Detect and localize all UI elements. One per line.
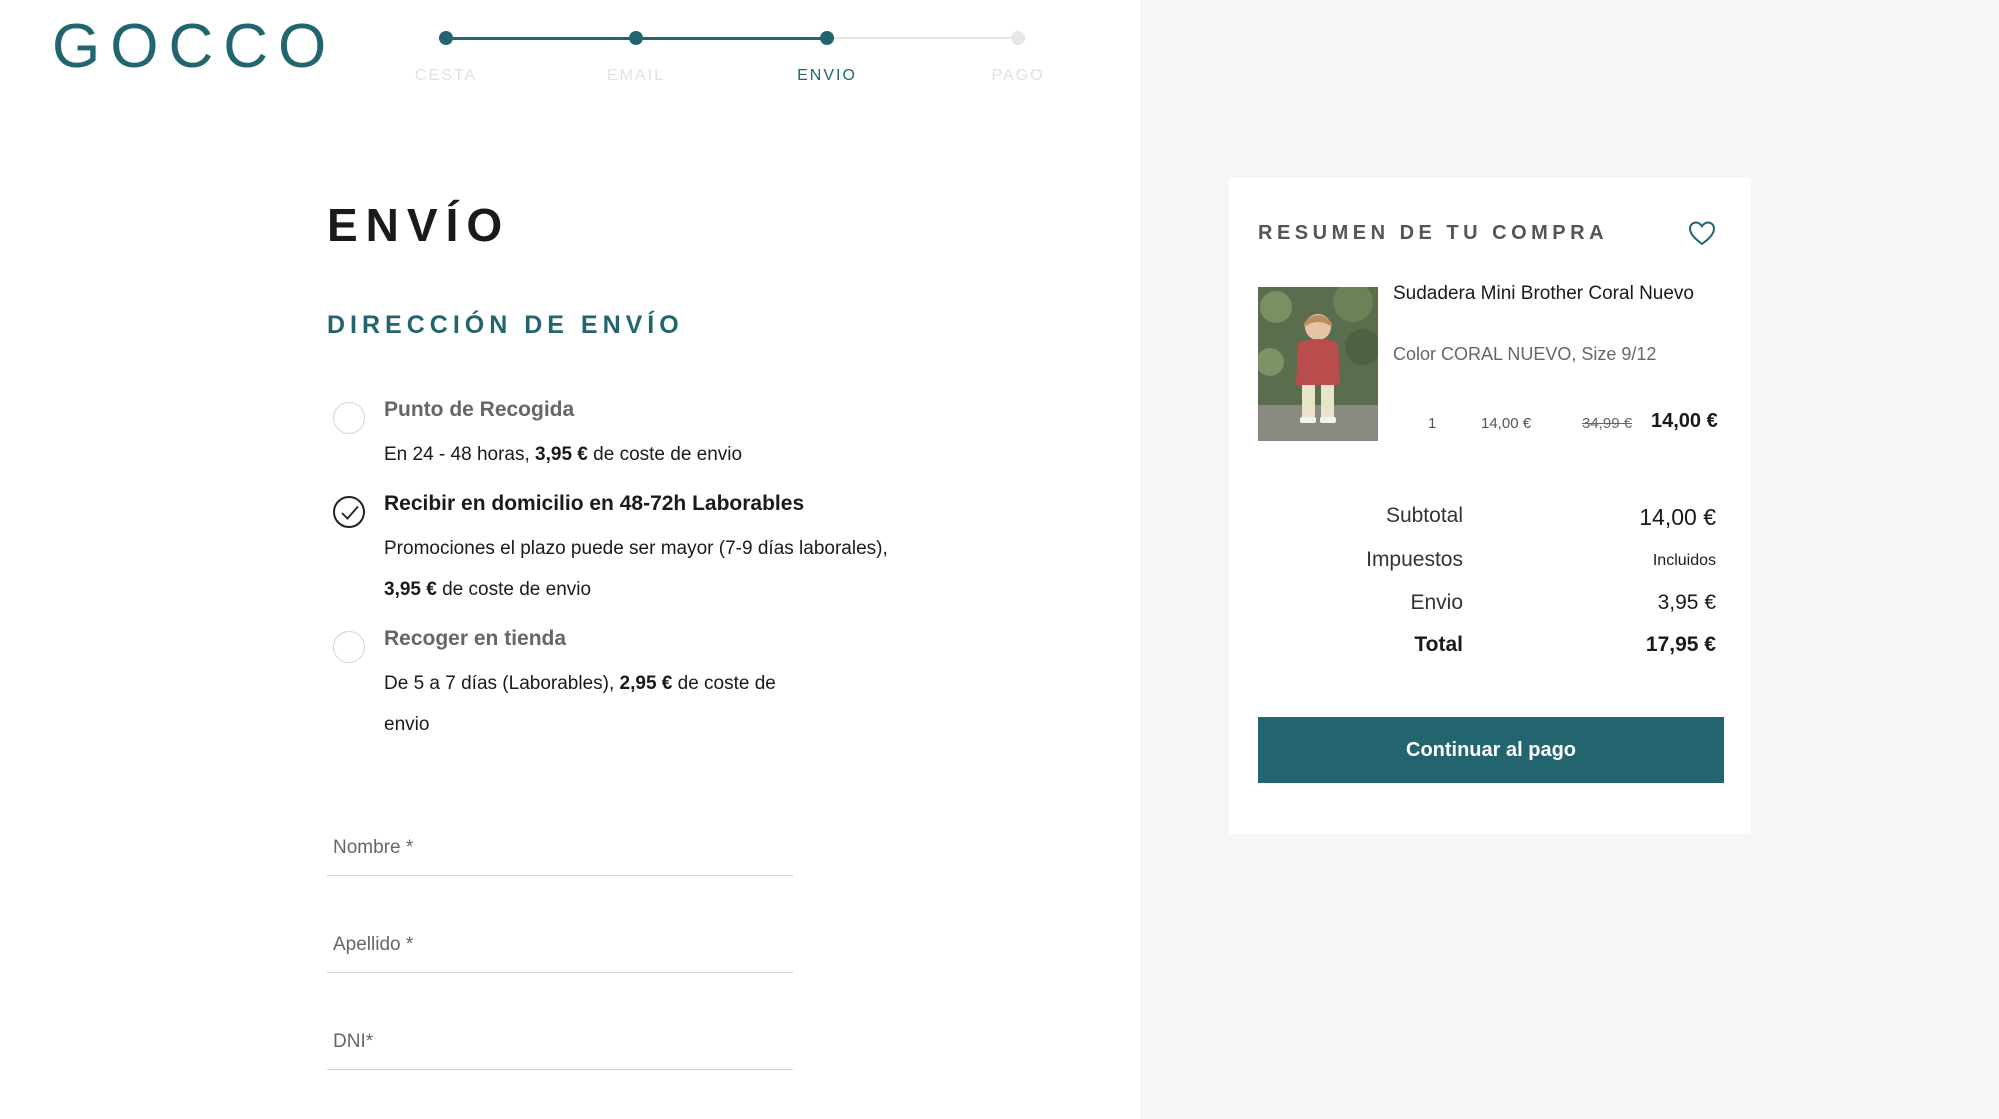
tax-value: Incluidos — [1652, 552, 1716, 569]
check-icon — [341, 505, 359, 521]
step-dot — [1011, 31, 1025, 45]
nombre-field — [327, 816, 793, 876]
summary-title: RESUMEN DE TU COMPRA — [1258, 222, 1609, 244]
step-label: EMAIL — [606, 67, 665, 84]
product-quantity: 1 — [1428, 415, 1437, 432]
radio-pickup-point[interactable] — [333, 402, 365, 434]
logo-text: GOCCO — [52, 11, 337, 81]
dni-input[interactable] — [333, 1031, 783, 1053]
apellido-field — [327, 913, 793, 973]
product-price: 14,00 € — [1651, 410, 1718, 432]
step-envio — [767, 26, 887, 85]
product-photo — [1258, 287, 1378, 441]
section-title: DIRECCIÓN DE ENVÍO — [327, 311, 684, 339]
product-image[interactable] — [1258, 287, 1378, 441]
total-value: 17,95 € — [1645, 633, 1716, 656]
option-description: Promociones el plazo puede ser mayor (7-9 días laborales), 3,95 € de coste de envio — [384, 538, 888, 600]
tax-row — [1258, 548, 1716, 578]
subtotal-row — [1258, 504, 1716, 534]
subtotal-value: 14,00 € — [1639, 504, 1716, 530]
shipping-label: Envio — [1410, 591, 1463, 614]
step-cesta[interactable] — [386, 26, 506, 85]
step-dot — [439, 31, 453, 45]
step-pago — [958, 26, 1078, 85]
apellido-input[interactable] — [333, 934, 783, 956]
step-label: PAGO — [991, 67, 1045, 84]
product-unit-price: 14,00 € — [1481, 415, 1532, 432]
subtotal-label: Subtotal — [1385, 504, 1463, 527]
page-title: ENVÍO — [327, 199, 511, 251]
radio-store-pickup[interactable] — [333, 631, 365, 663]
product-name[interactable]: Sudadera Mini Brother Coral Nuevo — [1393, 283, 1694, 304]
step-email[interactable] — [576, 26, 696, 85]
option-title: Recibir en domicilio en 48-72h Laborables — [384, 492, 805, 515]
heart-icon[interactable] — [1688, 220, 1716, 246]
nombre-input[interactable] — [333, 837, 783, 859]
total-row — [1258, 633, 1716, 663]
option-title: Punto de Recogida — [384, 398, 575, 421]
checkout-stepper — [416, 26, 1062, 96]
step-dot — [820, 31, 834, 45]
radio-home-delivery[interactable] — [333, 496, 365, 528]
total-label: Total — [1414, 633, 1463, 656]
product-old-price: 34,99 € — [1582, 415, 1633, 432]
tax-label: Impuestos — [1366, 548, 1463, 571]
product-variant: Color CORAL NUEVO, Size 9/12 — [1393, 344, 1657, 364]
shipping-value: 3,95 € — [1657, 591, 1716, 614]
shipping-row — [1258, 591, 1716, 621]
continue-to-payment-button[interactable]: Continuar al pago — [1258, 717, 1724, 783]
step-label: CESTA — [414, 67, 478, 84]
step-dot — [629, 31, 643, 45]
option-description: En 24 - 48 horas, 3,95 € de coste de envio — [384, 444, 743, 465]
option-title: Recoger en tienda — [384, 627, 567, 650]
step-label: ENVIO — [797, 67, 857, 84]
order-summary-card — [1229, 178, 1751, 834]
option-description: De 5 a 7 días (Laborables), 2,95 € de coste de envio — [384, 673, 776, 735]
gocco-logo[interactable] — [52, 11, 337, 81]
dni-field — [327, 1010, 793, 1070]
